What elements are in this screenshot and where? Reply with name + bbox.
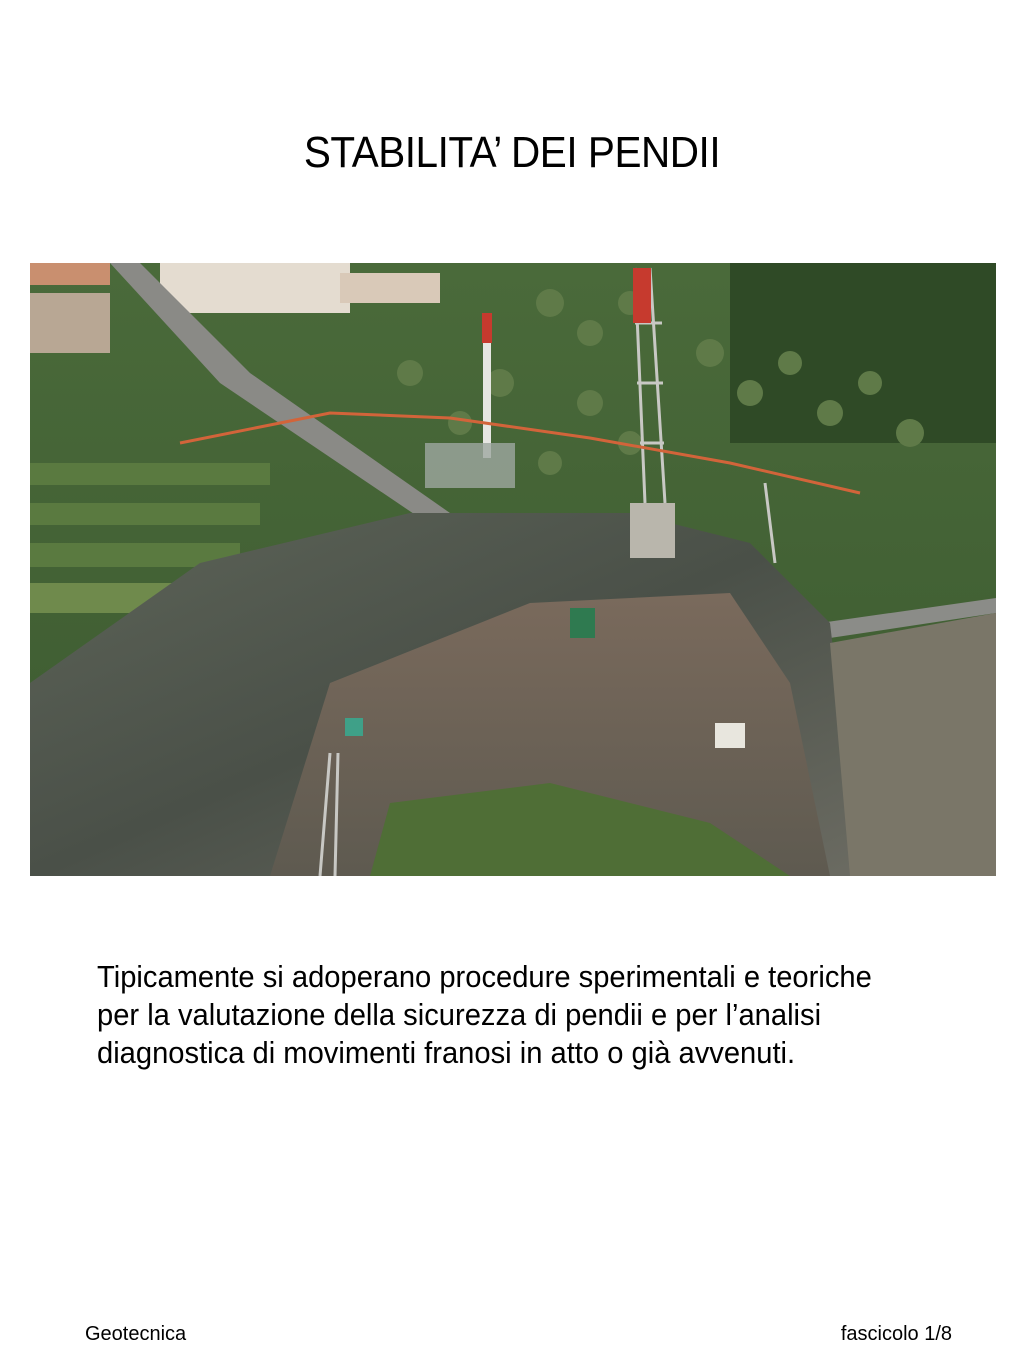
landslide-aerial-photo [30,263,996,876]
slide-title: STABILITA’ DEI PENDII [303,128,721,177]
footer-page-label: fascicolo 1/8 [840,1323,952,1345]
footer-course-label: Geotecnica [85,1323,187,1345]
slide-body-text: Tipicamente si adoperano procedure sperimentali e teoriche per la valutazione della sicurezza di pendii e per l’analisi diagnostica di movimenti franosi in atto o già avvenuti. [97,959,872,1070]
